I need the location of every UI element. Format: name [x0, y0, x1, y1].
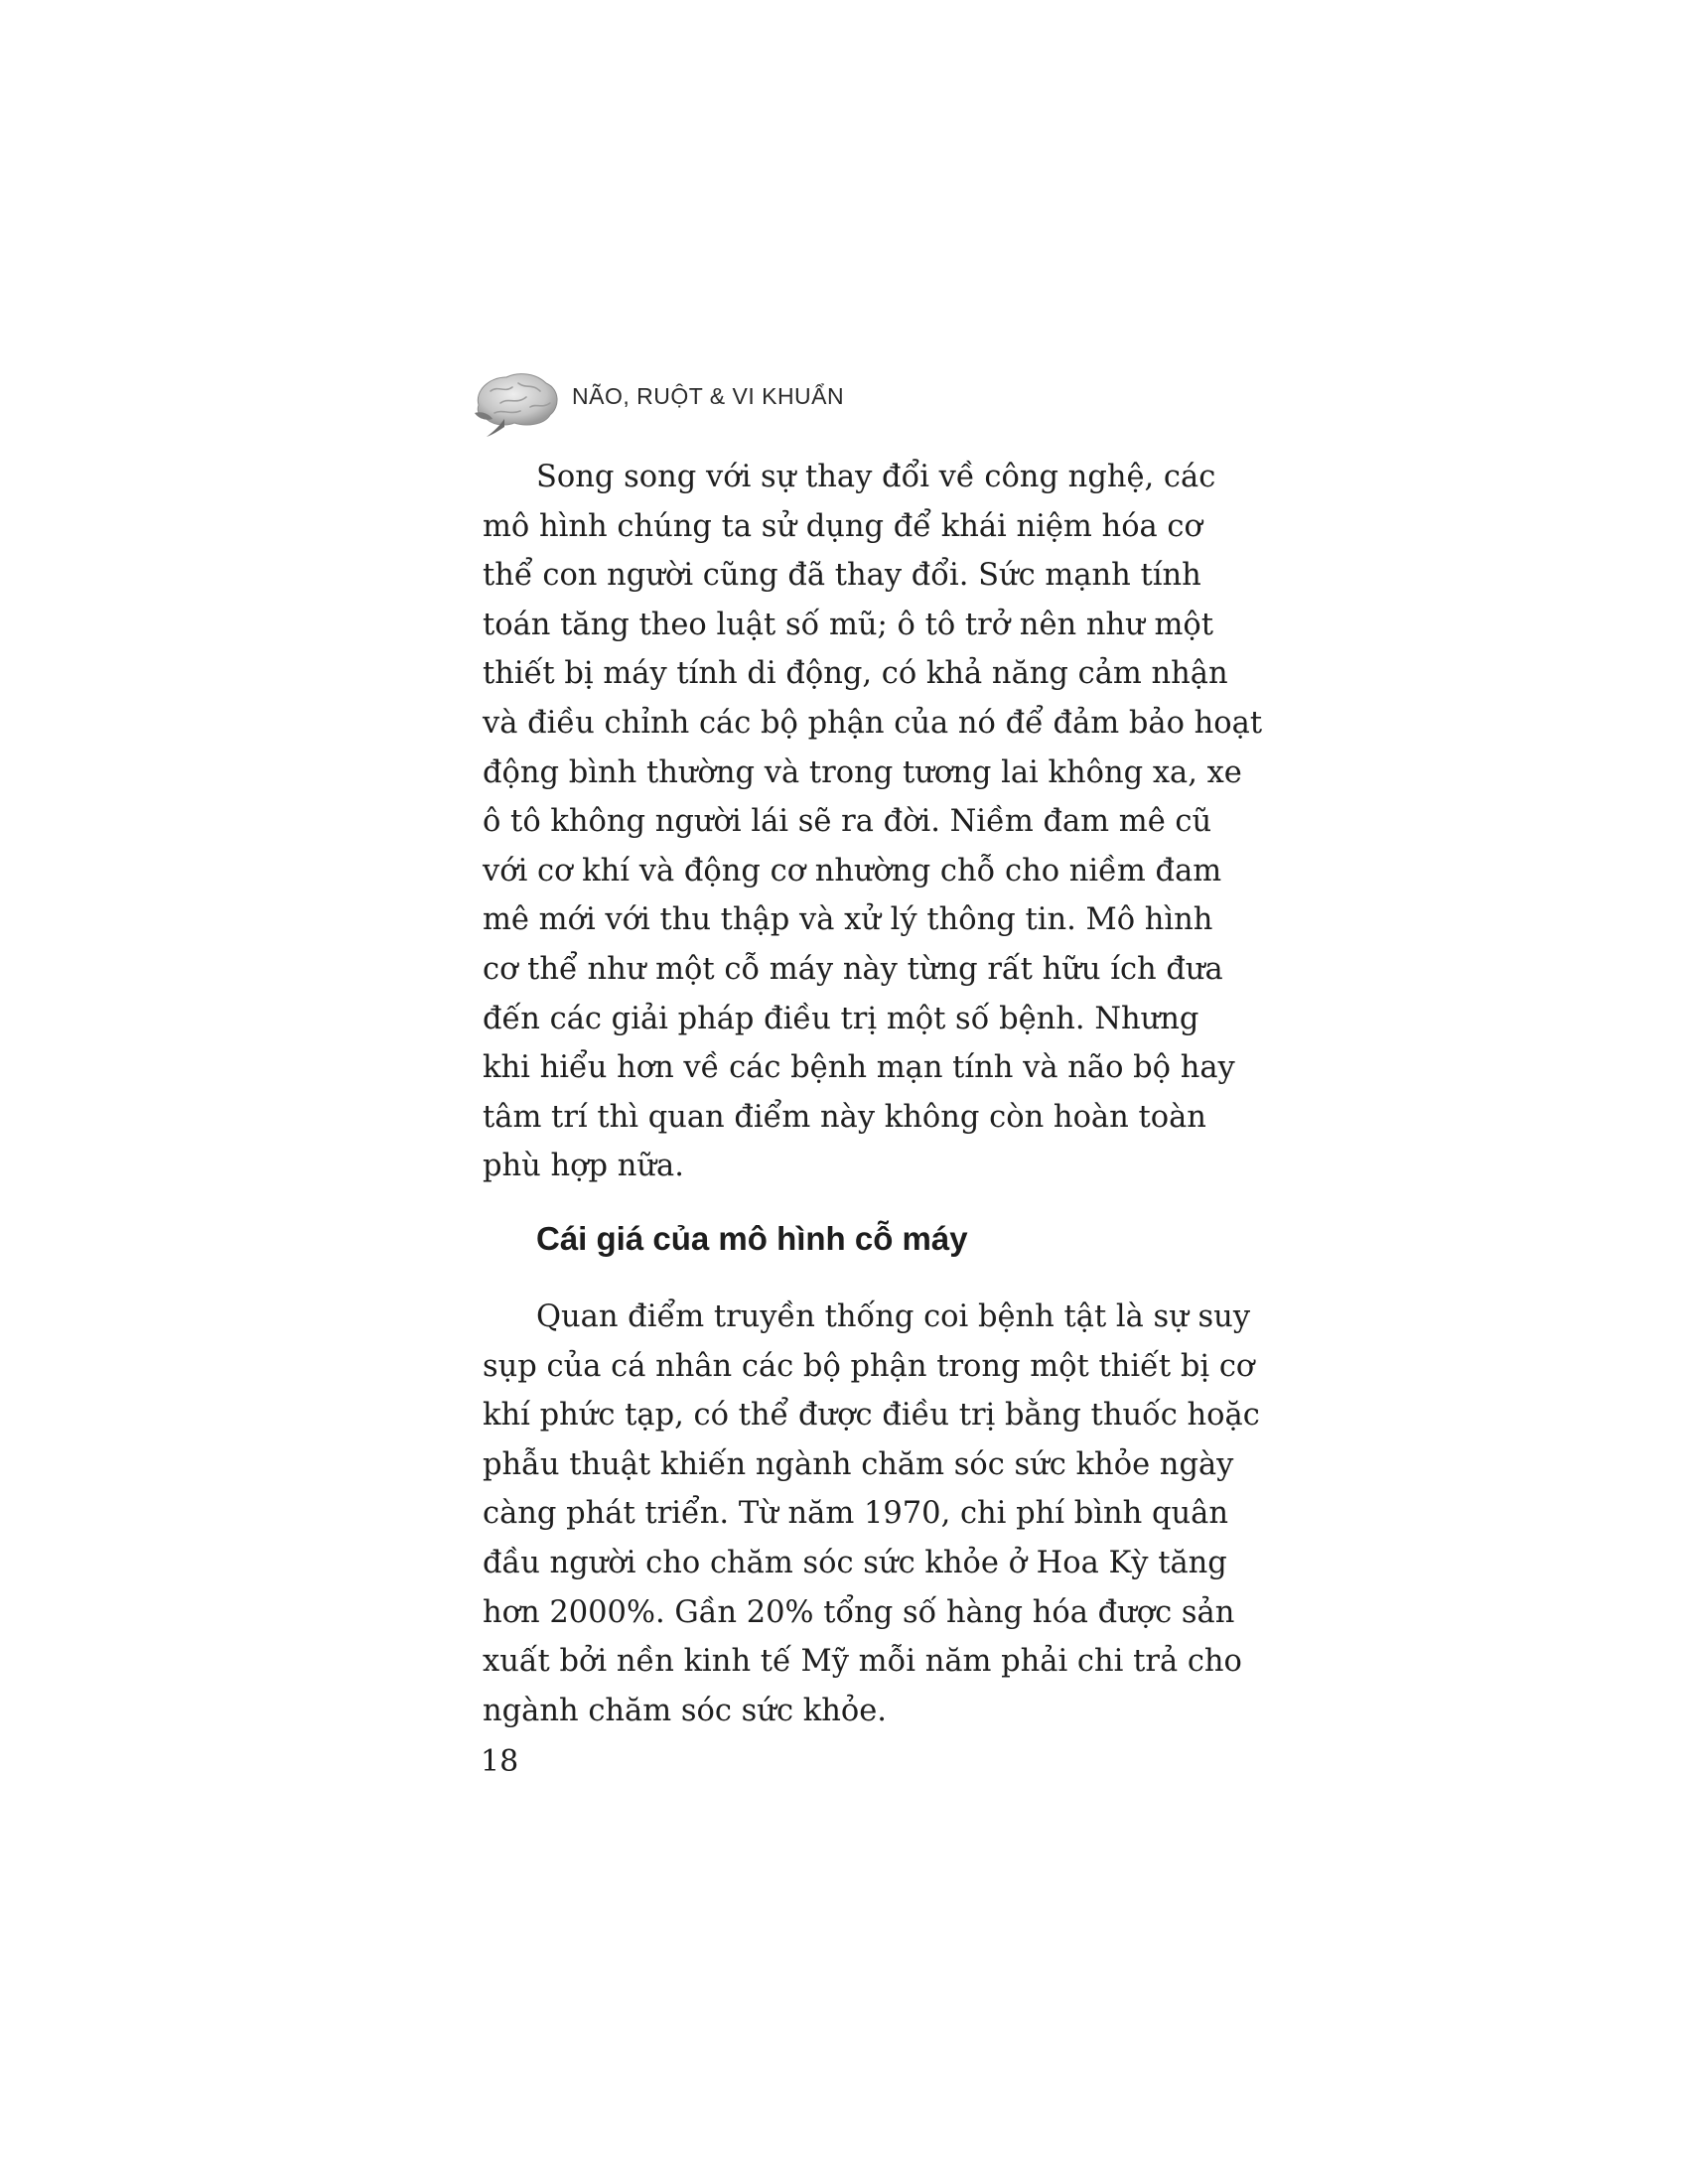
text-line: thiết bị máy tính di động, có khả năng cảm nhận	[483, 656, 1228, 692]
running-title: NÃO, RUỘT & VI KHUẨN	[572, 383, 845, 409]
text-line: động bình thường và trong tương lai không xa, xe	[483, 754, 1242, 790]
text-line: mê mới với thu thập và xử lý thông tin. Mô hình	[483, 902, 1213, 938]
text-line: phù hợp nữa.	[483, 1149, 684, 1184]
text-line: đầu người cho chăm sóc sức khỏe ở Hoa Kỳ tăng	[483, 1545, 1227, 1580]
text-line: càng phát triển. Từ năm 1970, chi phí bình quân	[483, 1496, 1229, 1532]
text-line: sụp của cá nhân các bộ phận trong một thiết bị cơ	[483, 1348, 1255, 1384]
text-line: Quan điểm truyền thống coi bệnh tật là sự suy	[536, 1299, 1251, 1334]
text-line: mô hình chúng ta sử dụng để khái niệm hóa cơ	[483, 508, 1202, 544]
text-line: hơn 2000%. Gần 20% tổng số hàng hóa được sản	[483, 1594, 1235, 1630]
text-line: ô tô không người lái sẽ ra đời. Niềm đam mê cũ	[483, 804, 1212, 840]
text-line: với cơ khí và động cơ nhường chỗ cho niềm đam	[483, 853, 1222, 888]
text-line: toán tăng theo luật số mũ; ô tô trở nên như một	[483, 607, 1213, 642]
text-line: thể con người cũng đã thay đổi. Sức mạnh tính	[483, 558, 1201, 594]
page-number: 18	[481, 1744, 519, 1779]
text-line: xuất bởi nền kinh tế Mỹ mỗi năm phải chi trả cho	[483, 1644, 1242, 1680]
text-line: tâm trí thì quan điểm này không còn hoàn toàn	[483, 1099, 1206, 1135]
body-paragraph-2	[483, 1293, 1260, 1735]
brain-icon	[471, 369, 562, 441]
text-line: phẫu thuật khiến ngành chăm sóc sức khỏe ngày	[483, 1446, 1234, 1482]
text-line: cơ thể như một cỗ máy này từng rất hữu ích đưa	[483, 951, 1223, 987]
text-line: đến các giải pháp điều trị một số bệnh. Nhưng	[483, 1001, 1199, 1036]
running-header	[471, 369, 1225, 441]
text-line: khí phức tạp, có thể được điều trị bằng thuốc hoặc	[483, 1398, 1260, 1433]
section-heading: Cái giá của mô hình cỗ máy	[536, 1220, 968, 1257]
text-line: khi hiểu hơn về các bệnh mạn tính và não bộ hay	[483, 1050, 1235, 1086]
text-line: ngành chăm sóc sức khỏe.	[483, 1693, 887, 1728]
text-line: và điều chỉnh các bộ phận của nó để đảm bảo hoạt	[483, 705, 1263, 741]
body-paragraph-1	[483, 453, 1263, 1191]
text-line: Song song với sự thay đổi về công nghệ, các	[536, 460, 1216, 494]
